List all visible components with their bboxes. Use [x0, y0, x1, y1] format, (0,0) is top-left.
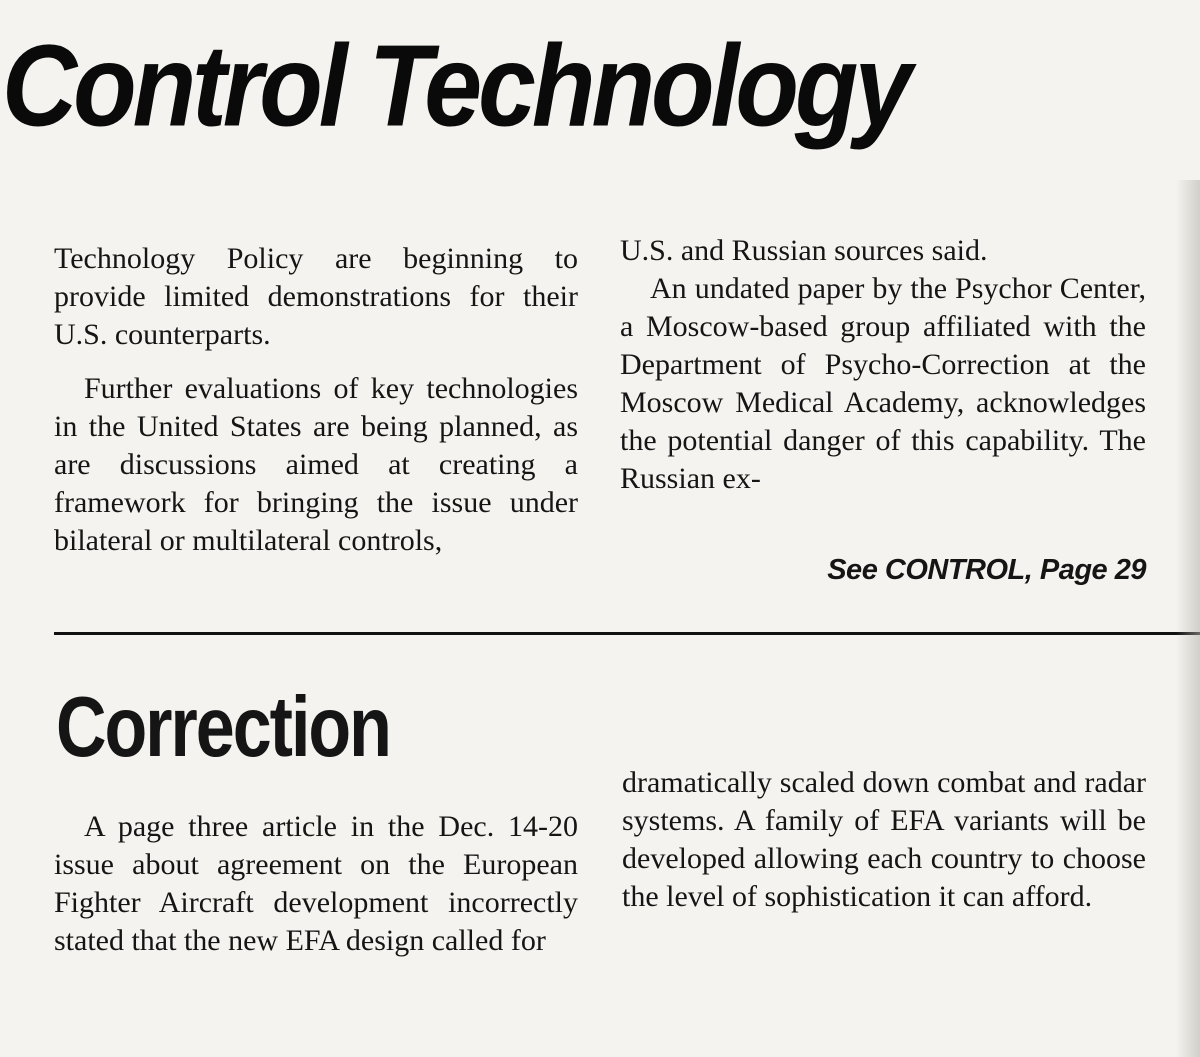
article-col2-para-2: An undated paper by the Psychor Center, a Moscow-based group affiliated with the Department of Psycho-Correction at the Moscow Medical Academy, acknowledges the potential danger of this capability. The Russian ex- — [620, 272, 1146, 495]
correction-column-2 — [622, 764, 1146, 916]
article-column-1 — [54, 240, 578, 560]
article-column-2 — [620, 232, 1146, 498]
correction-column-1 — [54, 808, 578, 960]
article-col1-para-1: Technology Policy are beginning to provide limited demonstrations for their U.S. counterparts. — [54, 242, 578, 351]
correction-col2-para: dramatically scaled down combat and radar systems. A family of EFA variants will be developed allowing each country to choose the level of sophistication it can afford. — [622, 766, 1146, 913]
section-divider — [54, 632, 1200, 635]
article-col2-para-1: U.S. and Russian sources said. — [620, 234, 988, 267]
correction-title: Correction — [56, 679, 390, 775]
article-col1-para-2: Further evaluations of key technologies in the United States are being planned, as are discussions aimed at creating a framework for bringing the issue under bilateral or multilateral controls, — [54, 372, 578, 557]
page-edge-shadow — [1176, 180, 1200, 1057]
correction-col1-para: A page three article in the Dec. 14-20 issue about agreement on the European Fighter Aircraft development incorrectly stated that the new EFA design called for — [54, 810, 578, 957]
article-headline: Control Technology — [2, 21, 909, 152]
continuation-reference: See CONTROL, Page 29 — [827, 554, 1146, 586]
